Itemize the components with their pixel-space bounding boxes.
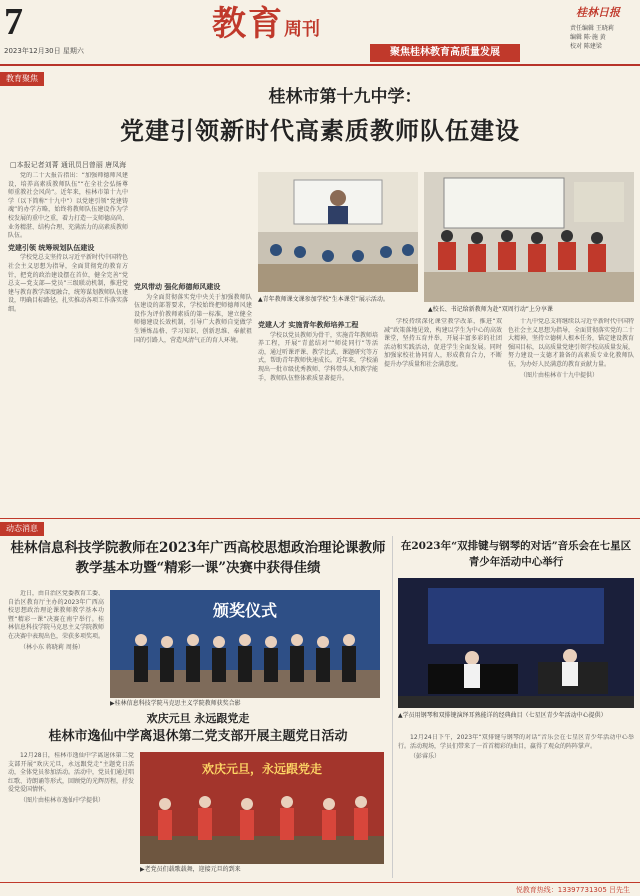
hotline-footer: 悦教育热线：13397731305 吕先生 — [0, 882, 640, 896]
meeting-photo-graphic — [424, 172, 634, 302]
lead-photo-classroom — [258, 172, 418, 292]
editor-credits — [570, 24, 636, 51]
editor-line: 编辑 陈·施 黄 — [570, 34, 606, 41]
news-3-kicker: 欢庆元旦 永远跟党走 — [146, 712, 250, 725]
news-3-credit: （图片由桂林市逸仙中学提供） — [20, 796, 105, 804]
news-3-headline: 桂林市逸仙中学离退休第二党支部开展主题党日活动 — [48, 729, 348, 744]
issue-date: 2023年12月30日 星期六 — [4, 47, 84, 55]
lead-intro: 党的二十大报告指出：“加强师德师风建设，培养高素质教师队伍”“在全社会弘扬尊师重教社会风尚”。近年来，桂林市第十九中学（以下简称“十九中”）以党建引领“党建铸魂”的办学方略，始终将教师队伍建设作为学校发展的重中之重，着力打造一支师德高尚、业务精湛、结构合理、充满活力的高素质教师队伍。 — [8, 172, 128, 240]
news-3-photo-caption: ▶老党员们载歌载舞，迎接元旦的到来 — [140, 866, 241, 873]
news-3-paragraph: 12月28日，桂林市逸仙中学离退休第二党支部开展“欢庆元旦，永远跟党走”主题党日活动，全体党员参加活动。活动中，党员们通过唱红歌、诗朗诵等形式，回顾党的光辉历程，抒发爱党爱国情怀。 — [8, 752, 134, 794]
lead-kicker: 桂林市第十九中学： — [268, 87, 422, 107]
lead-paragraph: 为全面贯彻落实党中央关于加强教师队伍建设的部署要求，学校始终把师德师风建设作为评价教师素质的第一标准，建立健全师德建设长效机制，引导广大教师自觉做学生锤炼品格、学习知识、创新思维、奉献祖国的引路人，营造风清气正的育人环境。 — [134, 293, 252, 344]
section-tag-news: 动态消息 — [0, 522, 44, 536]
news-3-photo — [140, 752, 384, 864]
news-1-credit: （林小东 蒋晓莉 周扬） — [20, 643, 84, 651]
page-number: 7 — [4, 1, 23, 43]
news-1-paragraph: 近日，由自治区党委教育工委、自治区教育厅主办的2023年广西高校思想政治理论课教师教学基本功暨“精彩一课”决赛在南宁举行。桂林信息科技学院马克思主义学院教师在决赛中表现出色，荣获多项奖项。 — [8, 590, 104, 640]
lead-column-5 — [508, 318, 634, 512]
masthead-title-main: 教育 — [212, 4, 284, 44]
news-3-body — [8, 752, 134, 876]
section-tag-focus: 教育聚焦 — [0, 72, 44, 86]
news-1-photo — [110, 590, 380, 698]
section-divider — [0, 518, 640, 519]
masthead-slogan: 聚焦桂林教育高质量发展 — [370, 44, 520, 62]
news-2-photo-caption: ▲学员用钢琴和双排键演绎耳熟能详的经典曲目（七星区青少年活动中心提供） — [398, 712, 607, 719]
news-2-paragraph: 12月24日下午，2023年“双排键与钢琴的对话”音乐会在七星区青少年活动中心举行。活动现场，学员们带来了一首首精彩的曲目，赢得了观众的阵阵掌声。 — [398, 734, 634, 750]
concert-photo-graphic — [398, 578, 634, 708]
news-1-headline: 桂林信息科技学院教师在2023年广西高校思想政治理论课教师教学基本功暨“精彩一课”决赛中获得佳绩 — [10, 540, 386, 576]
classroom-photo-graphic — [258, 172, 418, 292]
award-banner-text: 颁奖仪式 — [212, 601, 277, 620]
lead-subhead-2: 党风带动 强化师德师风建设 — [134, 283, 221, 291]
column-divider — [392, 536, 393, 878]
news-2-body — [398, 734, 634, 874]
lead-subhead-1: 党建引领 统筹规划队伍建设 — [8, 243, 95, 252]
news-2-credit: （彭睿乐） — [410, 753, 441, 761]
lead-paragraph: 学校以党员教师为骨干，实施青年教师培养工程，开展“青蓝结对”“师徒同行”等活动，通过听课评课、教学比武、课题研究等方式，帮助青年教师快速成长。近年来，学校涌现出一批市级优秀教师、学科带头人和教学能手，教师队伍整体素质显著提升。 — [258, 331, 378, 382]
news-1-photo-caption: ▶桂林信息科技学院马克思主义学院教师获奖合影 — [110, 700, 241, 707]
lead-photo-credit: （图片由桂林市十九中提供） — [520, 371, 599, 379]
lead-photo-1-caption: ▲青年教师课文课参加学校“生本课堂”展示活动。 — [258, 296, 389, 303]
lead-paragraph: 学校持续深化课堂教学改革，推进“双减”政策落地见效，构建以学生为中心的高效课堂，坚持五育并举，开展丰富多彩的社团活动和实践活动，促进学生全面发展。同时加强家校社协同育人，形成教育合力，不断提升办学质量和社会满意度。 — [384, 318, 502, 368]
lead-subhead-3: 党建人才 实施青年教师培养工程 — [258, 321, 359, 329]
masthead-title — [212, 6, 452, 42]
lead-column-3 — [258, 318, 378, 512]
news-1-body — [8, 590, 104, 700]
paper-logo: 桂林日报 — [576, 6, 620, 19]
editor-line: 校对 陈建梁 — [570, 43, 602, 50]
party-day-banner-text: 欢庆元旦，永远跟党走 — [201, 762, 322, 776]
lead-byline: □本报记者刘菁 通讯员吕曾丽 唐凤海 — [10, 161, 127, 169]
news-2-photo — [398, 578, 634, 708]
editor-line: 责任编辑 王晓莉 — [570, 25, 614, 32]
lead-photo-meeting — [424, 172, 634, 302]
masthead-title-sub: 周刊 — [284, 19, 320, 40]
lead-column-4 — [384, 318, 502, 512]
lead-paragraph: 十九中党总支将继续以习近平新时代中国特色社会主义思想为指导，全面贯彻落实党的二十大精神，坚持立德树人根本任务，锚定建设教育强国目标，以高质量党建引领学校高质量发展，努力建设一支德才兼备的高素质专业化教师队伍，为办好人民满意的教育贡献力量。 — [508, 318, 634, 368]
lead-paragraph: 学校党总支坚持以习近平新时代中国特色社会主义思想为指导，全面贯彻党的教育方针，把党的政治建设摆在首位，健全完善“党总支—党支部—党员”三级联动机制，推进党建与教育教学深度融合，统筹谋划教师队伍建设，明确目标路径，扎实推动各项工作落实落细。 — [8, 254, 128, 313]
lead-headline: 党建引领新时代高素质教师队伍建设 — [120, 116, 520, 145]
lead-column-2 — [134, 280, 252, 512]
masthead — [0, 0, 640, 66]
lead-photo-2-caption: ▲校长、书记给新教师为赴“双周行动”上分享课 — [428, 306, 553, 313]
news-2-headline: 在2023年“双排键与钢琴的对话”音乐会在七星区青少年活动中心举行 — [400, 540, 632, 568]
lead-column-1 — [8, 172, 128, 512]
